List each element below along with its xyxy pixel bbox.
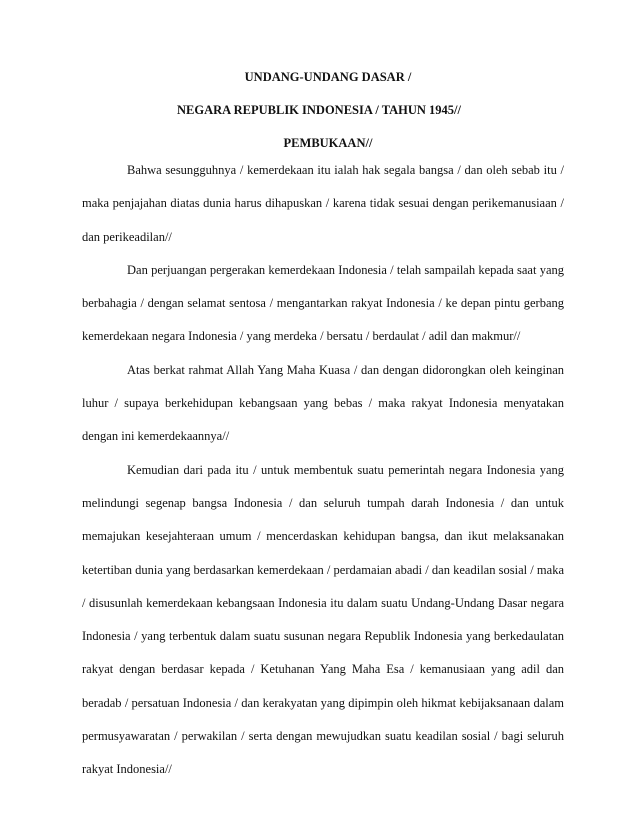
paragraph-2: Dan perjuangan pergerakan kemerdekaan Indonesia / telah sampailah kepada saat yang berbahagia / dengan selamat sentosa / mengantarkan rakyat Indonesia / ke depan pintu gerbang kemerdekaan negara Indonesia / yang merdeka / bersatu / berdaulat / adil dan makmur// [82,262,564,344]
document-body [82,154,564,787]
document-title: UNDANG-UNDANG DASAR / [244,70,412,84]
paragraph-1: Bahwa sesungguhnya / kemerdekaan itu ialah hak segala bangsa / dan oleh sebab itu / maka penjajahan diatas dunia harus dihapuskan / karena tidak sesuai dengan perikemanusiaan / dan perikeadilan// [82,163,564,244]
paragraph-3: Atas berkat rahmat Allah Yang Maha Kuasa / dan dengan didorongkan oleh keinginan luhur / supaya berkehidupan kebangsaan yang bebas / maka rakyat Indonesia menyatakan dengan ini kemerdekaannya// [82,362,564,444]
section-heading: PEMBUKAAN// [283,136,373,150]
paragraph-4: Kemudian dari pada itu / untuk membentuk suatu pemerintah negara Indonesia yang melindungi segenap bangsa Indonesia / dan seluruh tumpah darah Indonesia / dan untuk memajukan kesejahteraan umum / mencerdaskan kehidupan bangsa, dan ikut melaksanakan ketertiban dunia yang berdasarkan kemerdekaan / perdamaian abadi / dan keadilan sosial / maka / disusunlah kemerdekaan kebangsaan Indonesia itu dalam suatu Undang-Undang Dasar negara Indonesia / yang terbentuk dalam suatu susunan negara Republik Indonesia yang berkedaulatan rakyat dengan berdasar kepada / Ketuhanan Yang Maha Esa / kemanusiaan yang adil dan beradab / persatuan Indonesia / dan kerakyatan yang dipimpin oleh hikmat kebijaksanaan dalam permusyawaratan / perwakilan / serta dengan mewujudkan suatu keadilan sosial / bagi seluruh rakyat Indonesia// [82,462,564,777]
document-subtitle: NEGARA REPUBLIK INDONESIA / TAHUN 1945// [177,103,461,117]
